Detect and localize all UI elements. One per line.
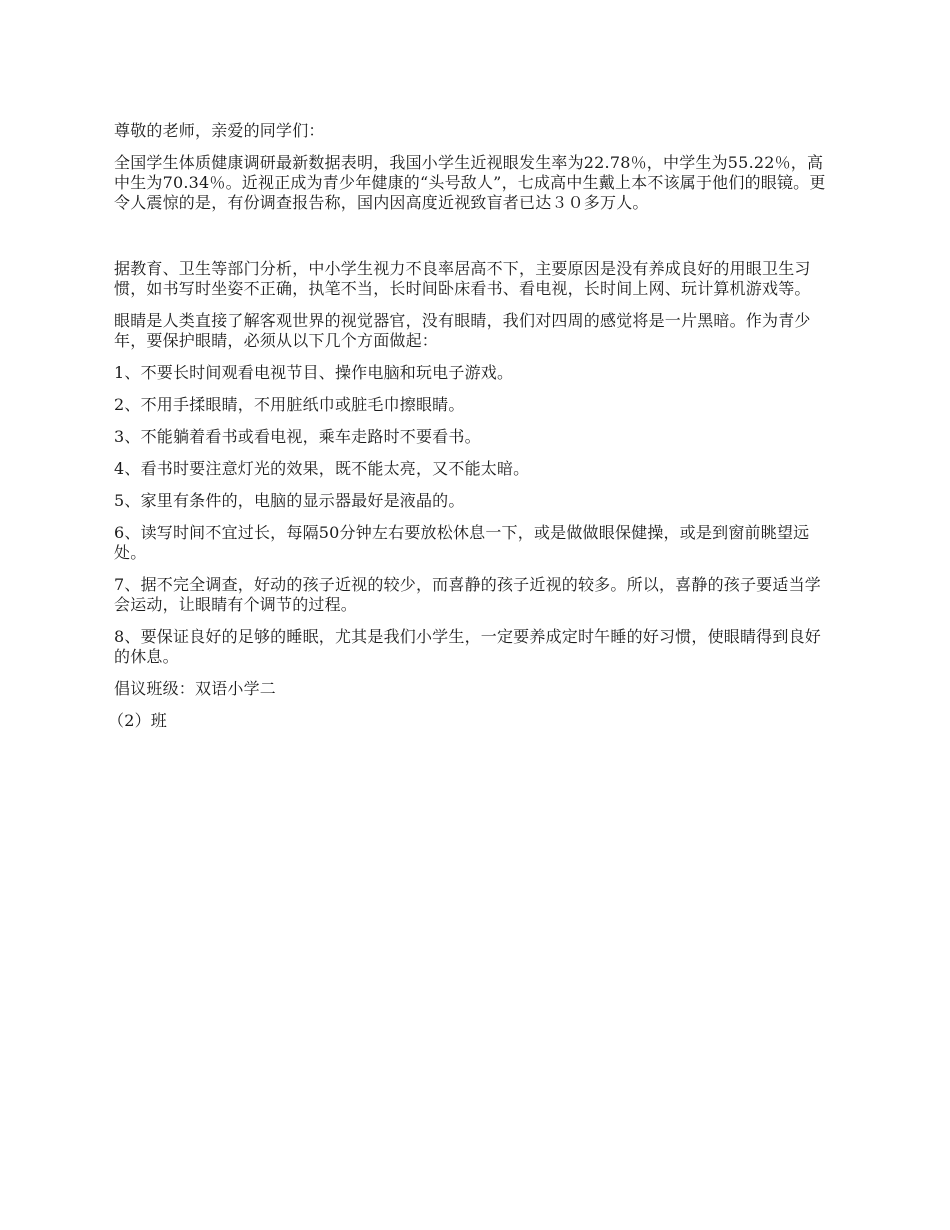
intro-paragraph: 全国学生体质健康调研最新数据表明，我国小学生近视眼发生率为22.78％，中学生为55.22％，高中生为70.34％。近视正成为青少年健康的“头号敌人”，七成高中生戴上本不该属于他们的眼镜。更令人震惊的是，有份调查报告称，国内因高度近视致盲者已达３０多万人。 <box>114 153 826 212</box>
list-item: 2、不用手揉眼睛，不用脏纸巾或脏毛巾擦眼睛。 <box>114 395 465 414</box>
list-item: 3、不能躺着看书或看电视，乘车走路时不要看书。 <box>114 427 481 446</box>
importance-paragraph: 眼睛是人类直接了解客观世界的视觉器官，没有眼睛，我们对四周的感觉将是一片黑暗。作为青少年，要保护眼睛，必须从以下几个方面做起： <box>114 311 811 350</box>
analysis-paragraph: 据教育、卫生等部门分析，中小学生视力不良率居高不下，主要原因是没有养成良好的用眼卫生习惯，如书写时坐姿不正确，执笔不当，长时间卧床看书、看电视，长时间上网、玩计算机游戏等。 <box>114 259 811 298</box>
list-item: 8、要保证良好的足够的睡眠，尤其是我们小学生，一定要养成定时午睡的好习惯，使眼睛得到良好的休息。 <box>114 627 821 666</box>
list-item: 4、看书时要注意灯光的效果，既不能太亮，又不能太暗。 <box>114 459 530 478</box>
signature-class: （2）班 <box>108 711 167 730</box>
list-item: 6、读写时间不宜过长，每隔50分钟左右要放松休息一下，或是做做眼保健操，或是到窗前眺望远处。 <box>114 523 810 562</box>
greeting: 尊敬的老师，亲爱的同学们： <box>114 121 325 140</box>
signature-line: 倡议班级：双语小学二 <box>114 679 277 698</box>
paragraph-gap <box>114 225 834 259</box>
list-item: 1、不要长时间观看电视节目、操作电脑和玩电子游戏。 <box>114 363 514 382</box>
list-item: 5、家里有条件的，电脑的显示器最好是液晶的。 <box>114 491 465 510</box>
list-item: 7、据不完全调查，好动的孩子近视的较少，而喜静的孩子近视的较多。所以，喜静的孩子要适当学会运动，让眼睛有个调节的过程。 <box>114 575 821 614</box>
document-body <box>108 121 834 743</box>
